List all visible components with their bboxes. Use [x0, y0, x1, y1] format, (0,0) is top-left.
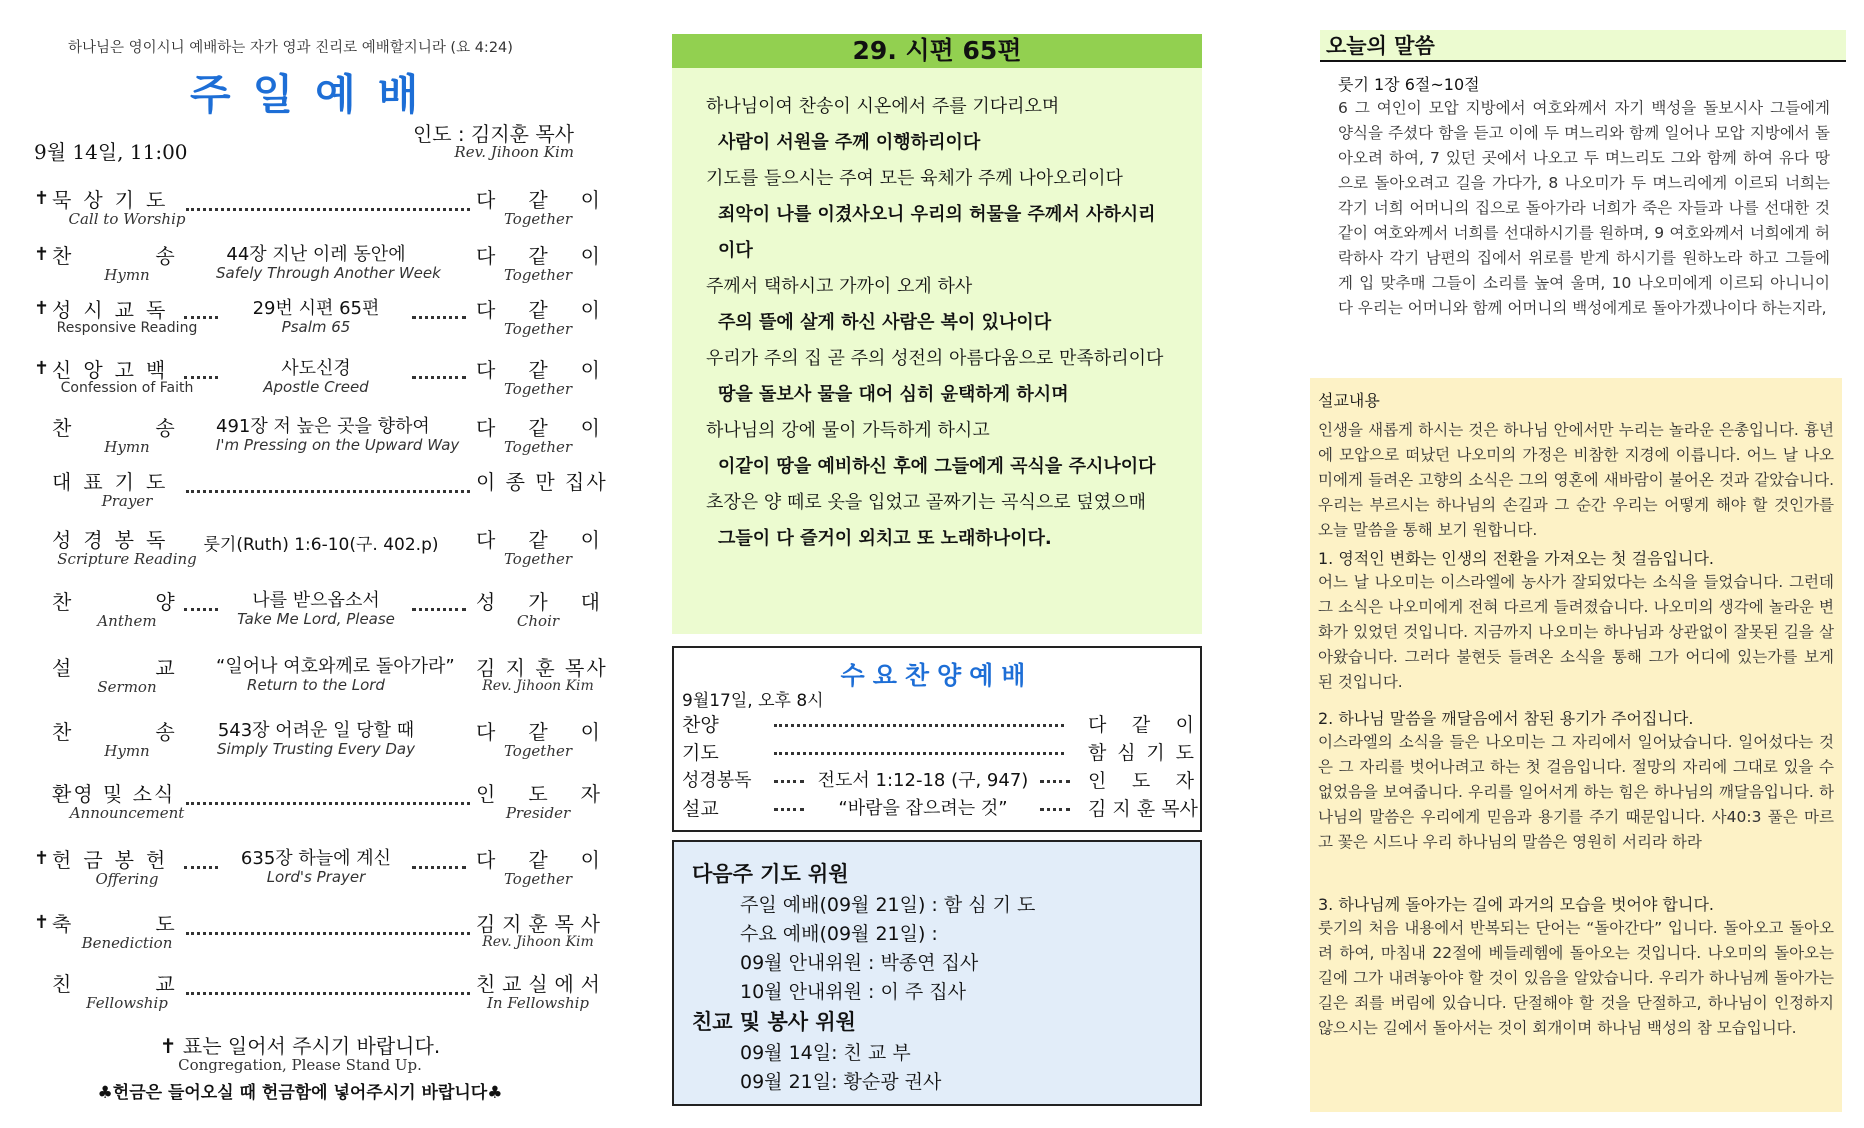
- sermon-intro: 인생을 새롭게 하시는 것은 하나님 안에서만 누리는 놀라운 은총입니다. 흉년에 모압으로 떠났던 나오미의 가정은 비참한 지경에 이릅니다. 어느 날 나오미에게 들려온 고향의 소식은 그의 영혼에 새바람이 불어온 것과 같았습니다. 우리는 부르시는 하나님의 손길과 그 순간 우리는 어떻게 해야 할 것인가를 오늘 말씀을 통해 보기 원합니다.: [1318, 421, 1834, 539]
- responsible-korean: 다 같 이: [476, 848, 600, 872]
- responsible-korean: 성 가 대: [476, 590, 600, 614]
- hymn-title-korean: 491장 저 높은 곳을 향하여: [216, 416, 430, 437]
- sermon-point-title: 3. 하나님께 돌아가는 길에 과거의 모습을 벗어야 합니다.: [1318, 895, 1714, 914]
- sermon-title-english: Return to the Lord: [247, 676, 385, 694]
- hymn-title-english: Safely Through Another Week: [216, 264, 441, 282]
- responsible-korean: 다 같 이: [476, 416, 600, 440]
- volunteers-box: [672, 840, 1202, 1106]
- item-english: Sermon: [97, 678, 157, 696]
- psalm-line: 땅을 돌보사 물을 대어 심히 윤택하게 하시며: [718, 384, 1069, 405]
- item-english: Benediction: [81, 934, 173, 952]
- worship-row-call-to-worship: [30, 184, 600, 238]
- item-korean: 대표기도: [52, 470, 178, 494]
- worship-row-offering: [30, 844, 600, 898]
- worship-row-hymn-3: [30, 716, 600, 770]
- worship-row-prayer: [30, 466, 608, 520]
- prayer-committee-item: 수요 예배(09월 21일) :: [740, 923, 938, 945]
- psalm-line: 사람이 서원을 주께 이행하리이다: [718, 132, 981, 153]
- dotted-leader: [184, 854, 218, 869]
- item-english: Prayer: [101, 492, 153, 510]
- wednesday-service-box: [672, 646, 1202, 832]
- page-title: 주일예배: [190, 70, 441, 119]
- responsible-korean: 김 지 훈 목사: [476, 656, 608, 680]
- wednesday-row: [682, 766, 1194, 792]
- cross-icon: ✝: [34, 298, 50, 319]
- item-korean: 찬송: [52, 244, 259, 268]
- responsible-korean: 이 종 만 집사: [476, 470, 608, 494]
- item-english: Offering: [95, 870, 159, 888]
- anthem-title-english: Take Me Lord, Please: [237, 610, 395, 628]
- dotted-leader: [774, 798, 804, 811]
- responsible-korean: 다 같 이: [476, 244, 600, 268]
- wednesday-row: [682, 794, 1198, 820]
- worship-row-announcement: [30, 778, 600, 832]
- wednesday-date: 9월17일, 오후 8시: [682, 691, 824, 711]
- dotted-leader: [184, 304, 218, 319]
- item-korean: 성경봉독: [52, 528, 178, 552]
- leader-korean: 인도 : 김지훈 목사: [412, 122, 574, 146]
- anthem-title-korean: 나를 받으옵소서: [252, 590, 380, 611]
- item-english: Confession of Faith: [60, 380, 194, 396]
- worship-row-scripture: [30, 524, 600, 578]
- responsible-korean: 다 같 이: [476, 188, 600, 212]
- psalm-line: 주의 뜰에 살게 하신 사람은 복이 있나이다: [718, 312, 1052, 333]
- dotted-leader: [412, 304, 466, 319]
- item-korean: 묵상기도: [52, 188, 178, 212]
- responsible-english: Together: [503, 870, 573, 888]
- worship-row-benediction: [30, 908, 600, 962]
- item-korean: 찬송: [52, 416, 259, 440]
- sermon-point-title: 2. 하나님 말씀을 깨달음에서 참된 용기가 주어집니다.: [1318, 709, 1694, 728]
- worship-row-sermon: [30, 652, 608, 706]
- sermon-summary-panel: [1310, 378, 1842, 1112]
- responsible-english: Rev. Jihoon Kim: [482, 934, 594, 950]
- dotted-leader: [186, 780, 470, 805]
- responsible-english: Together: [503, 380, 573, 398]
- item-english: Hymn: [104, 438, 150, 456]
- psalm-line: 우리가 주의 집 곧 주의 성전의 아름다움으로 만족하리이다: [706, 348, 1164, 369]
- responsible-english: Together: [503, 320, 573, 338]
- wednesday-title: 수요찬양예배: [840, 661, 1034, 690]
- wednesday-item: 기도: [682, 742, 719, 764]
- item-korean: 환영 및 소식: [52, 782, 176, 806]
- worship-row-fellowship: [30, 968, 600, 1022]
- sermon-point-text: 이스라엘의 소식을 들은 나오미는 그 자리에서 일어났습니다. 일어섰다는 것은 그 자리를 벗어나려고 하는 첫 걸음입니다. 절망의 자리에 그대로 있을 수 없었음을 보여줍니다. 우리를 일어서게 하는 힘은 하나님의 깨달음입니다. 하나님의 말씀은 우리에게 믿음과 용기를 주기 때문입니다. 사40:3 풀은 마르고 꽃은 시드나 우리 하나님의 말씀은 영원히 서리라 하라: [1318, 733, 1834, 851]
- sermon-title-korean: “일어나 여호와께로 돌아가라”: [216, 656, 455, 677]
- prayer-committee-item: 주일 예배(09월 21일) : 함 심 기 도: [740, 894, 1036, 916]
- dotted-leader: [186, 186, 470, 211]
- responsible-english: Together: [503, 438, 573, 456]
- order-of-worship: [0, 0, 608, 1128]
- item-english: Call to Worship: [68, 210, 186, 228]
- responsible-english: Together: [503, 210, 573, 228]
- scripture-reference: 룻기(Ruth) 1:6-10(구. 402.p): [203, 535, 439, 555]
- responsible-english: In Fellowship: [486, 994, 590, 1012]
- sermon-point-title: 1. 영적인 변화는 인생의 전환을 가져오는 첫 걸음입니다.: [1318, 549, 1714, 568]
- responsible-korean: 김 지 훈 목 사: [476, 912, 600, 936]
- item-korean: 찬송: [52, 720, 259, 744]
- cross-icon: ✝: [34, 188, 50, 209]
- dotted-leader: [412, 596, 466, 611]
- wednesday-item: 성경봉독: [682, 770, 752, 791]
- todays-word-title: 오늘의 말씀: [1320, 30, 1846, 62]
- hymn-title-korean: 44장 지난 이레 동안에: [226, 244, 406, 265]
- dotted-leader: [774, 742, 1064, 755]
- dotted-leader: [184, 596, 218, 611]
- dotted-leader: [1040, 798, 1070, 811]
- wednesday-reading: 전도서 1:12-18 (구, 947): [817, 770, 1029, 791]
- worship-row-confession: [30, 354, 600, 408]
- item-korean: 성시교독: [52, 298, 178, 322]
- service-date: 9월 14일, 11:00: [34, 140, 188, 164]
- psalm-line: 기도를 들으시는 주여 모든 육체가 주께 나아오리이다: [706, 168, 1123, 189]
- creed-title-english: Apostle Creed: [263, 378, 369, 396]
- item-english: Anthem: [97, 612, 157, 630]
- responsible-english: Choir: [516, 612, 560, 630]
- psalm-line: 초장은 양 떼로 옷을 입었고 골짜기는 곡식으로 덮였으매: [706, 492, 1146, 513]
- scripture-reference: 룻기 1장 6절~10절: [1338, 75, 1480, 94]
- wednesday-row: [682, 710, 1194, 736]
- psalm-line: 이같이 땅을 예비하신 후에 그들에게 곡식을 주시나이다: [718, 456, 1156, 477]
- responsible-korean: 다 같 이: [476, 358, 600, 382]
- responsible-korean: 인 도 자: [476, 782, 600, 806]
- worship-row-anthem: [30, 586, 600, 640]
- item-korean: 헌금봉헌: [52, 848, 178, 872]
- fellowship-committee-item: 09월 21일: 황순광 권사: [740, 1071, 942, 1093]
- wednesday-responsible: 김 지 훈 목사: [1088, 798, 1198, 820]
- dotted-leader: [186, 970, 470, 995]
- cross-icon: ✝: [34, 244, 50, 265]
- dotted-leader: [412, 364, 466, 379]
- item-korean: 축도: [52, 912, 259, 936]
- fellowship-committee-heading: 친교 및 봉사 위원: [692, 1010, 856, 1034]
- responsible-english: Together: [503, 550, 573, 568]
- worship-row-responsive-reading: [30, 294, 600, 348]
- worship-row-hymn-2: [30, 412, 600, 466]
- dotted-leader: [774, 714, 1064, 727]
- item-korean: 설교: [52, 656, 259, 680]
- prayer-committee-heading: 다음주 기도 위원: [692, 862, 849, 886]
- reading-title-korean: 29번 시편 65편: [252, 298, 380, 319]
- item-english: Fellowship: [86, 994, 168, 1012]
- dotted-leader: [186, 910, 470, 935]
- wednesday-item: 찬양: [682, 714, 719, 736]
- creed-title-korean: 사도신경: [281, 358, 351, 379]
- dotted-leader: [1040, 770, 1070, 783]
- responsible-korean: 친 교 실 에 서: [476, 972, 600, 996]
- wednesday-row: [682, 738, 1194, 764]
- responsible-english: Together: [503, 742, 573, 760]
- cross-icon: ✝: [34, 848, 50, 869]
- header-verse: 하나님은 영이시니 예배하는 자가 영과 진리로 예배할지니라 (요 4:24): [68, 40, 513, 56]
- psalm-title: 29. 시편 65편: [672, 34, 1202, 68]
- wednesday-responsible: 다 같 이: [1088, 714, 1194, 736]
- item-english: Hymn: [104, 266, 150, 284]
- hymn-title-korean: 543장 어려운 일 당할 때: [217, 720, 415, 741]
- hymn-title-english: Simply Trusting Every Day: [217, 740, 415, 758]
- stand-up-note-korean: ✝ 표는 일어서 주시기 바랍니다.: [159, 1034, 441, 1058]
- wednesday-item: 설교: [682, 798, 719, 820]
- scripture-text: 6 그 여인이 모압 지방에서 여호와께서 자기 백성을 돌보시사 그들에게 양식을 주셨다 함을 듣고 이에 두 며느리와 함께 일어나 모압 지방에서 돌아오려 하여, 7 있던 곳에서 나오고 두 며느리도 그와 함께 하여 유다 땅으로 돌아오려고 길을 가다가, 8 나오미가 두 며느리에게 이르되 너희는 각기 너희 어머니의 집으로 돌아가라 너희가 죽은 자들과 나를 선대한 것 같이 여호와께서 너희를 선대하시기를 원하며, 9 여호와께서 너희에게 허락하사 각기 남편의 집에서 위로를 받게 하시기를 원하노라 하고 그들에게 입 맞추매 그들이 소리를 높여 울며, 10 나오미에게 이르되 아니니이다 우리는 어머니와 함께 어머니의 백성에게로 돌아가겠나이다 하는지라,: [1338, 99, 1830, 317]
- cross-icon: ✝: [34, 358, 50, 379]
- item-english: Responsive Reading: [56, 320, 198, 336]
- leader-english: Rev. Jihoon Kim: [454, 143, 574, 161]
- psalm-line: 이다: [718, 240, 753, 261]
- item-english: Hymn: [104, 742, 150, 760]
- item-english: Scripture Reading: [57, 550, 197, 568]
- reading-title-english: Psalm 65: [281, 318, 351, 336]
- responsive-reading-panel: [672, 34, 1202, 634]
- psalm-line: 하나님의 강에 물이 가득하게 하시고: [706, 420, 990, 441]
- psalm-line: 죄악이 나를 이겼사오니 우리의 허물을 주께서 사하시리: [718, 204, 1156, 225]
- wednesday-responsible: 인 도 자: [1088, 770, 1194, 792]
- hymn-title-english: I'm Pressing on the Upward Way: [216, 436, 460, 454]
- responsible-english: Presider: [505, 804, 571, 822]
- dotted-leader: [184, 364, 218, 379]
- sermon-point-text: 어느 날 나오미는 이스라엘에 농사가 잘되었다는 소식을 들었습니다. 그런데 그 소식은 나오미에게 전혀 다르게 들려졌습니다. 나오미의 생각에 놀라운 변화가 있었던 것입니다. 지금까지 나오미는 하나님과 상관없이 잘못된 길을 살아왔습니다. 그러다 불현듯 들려온 소식을 통해 그가 어디에 있는가를 보게 된 것입니다.: [1318, 573, 1834, 691]
- sermon-point-text: 룻기의 처음 내용에서 반복되는 단어는 “돌아간다” 입니다. 돌아오고 돌아오려 하여, 마침내 22절에 베들레헴에 돌아오는 것입니다. 나오미의 돌아오는 길에 그가 내려놓아야 할 것이 있음을 알았습니다. 우리가 하나님께 돌아가는 길은 죄를 버림에 있습니다. 단절해야 할 것을 단절하고, 하나님이 인정하지 않으시는 길에서 돌아서는 것이 회개이며 하나님 백성의 참 모습입니다.: [1318, 919, 1834, 1037]
- item-korean: 찬양: [52, 590, 259, 614]
- prayer-committee-item: 09월 안내위원 : 박종연 집사: [740, 952, 979, 974]
- hymn-title-korean: 635장 하늘에 계신: [240, 848, 392, 869]
- dotted-leader: [774, 770, 804, 783]
- responsible-english: Rev. Jihoon Kim: [482, 678, 594, 694]
- item-korean: 친교: [52, 972, 259, 996]
- responsible-korean: 다 같 이: [476, 528, 600, 552]
- responsible-korean: 다 같 이: [476, 298, 600, 322]
- hymn-title-english: Lord's Prayer: [266, 868, 366, 886]
- worship-row-hymn-1: [30, 240, 600, 294]
- sermon-summary-label: 설교내용: [1318, 391, 1380, 410]
- item-english: Announcement: [69, 804, 185, 822]
- item-korean: 신앙고백: [52, 358, 178, 382]
- psalm-line: 주께서 택하시고 가까이 오게 하사: [706, 276, 973, 297]
- cross-icon: ✝: [34, 912, 50, 933]
- responsible-english: Together: [503, 266, 573, 284]
- fellowship-committee-item: 09월 14일: 친 교 부: [740, 1042, 911, 1064]
- wednesday-responsible: 함 심 기 도: [1088, 742, 1194, 764]
- stand-up-note-english: Congregation, Please Stand Up.: [178, 1056, 422, 1074]
- psalm-line: 하나님이여 찬송이 시온에서 주를 기다리오며: [706, 96, 1060, 117]
- offering-note: ♣헌금은 들어오실 때 헌금함에 넣어주시기 바랍니다♣: [97, 1083, 503, 1103]
- dotted-leader: [412, 854, 466, 869]
- wednesday-sermon-title: “바람을 잡으려는 것”: [838, 798, 1008, 819]
- psalm-line: 그들이 다 즐거이 외치고 또 노래하나이다.: [718, 528, 1052, 549]
- dotted-leader: [186, 468, 470, 493]
- prayer-committee-item: 10월 안내위원 : 이 주 집사: [740, 981, 966, 1003]
- responsible-korean: 다 같 이: [476, 720, 600, 744]
